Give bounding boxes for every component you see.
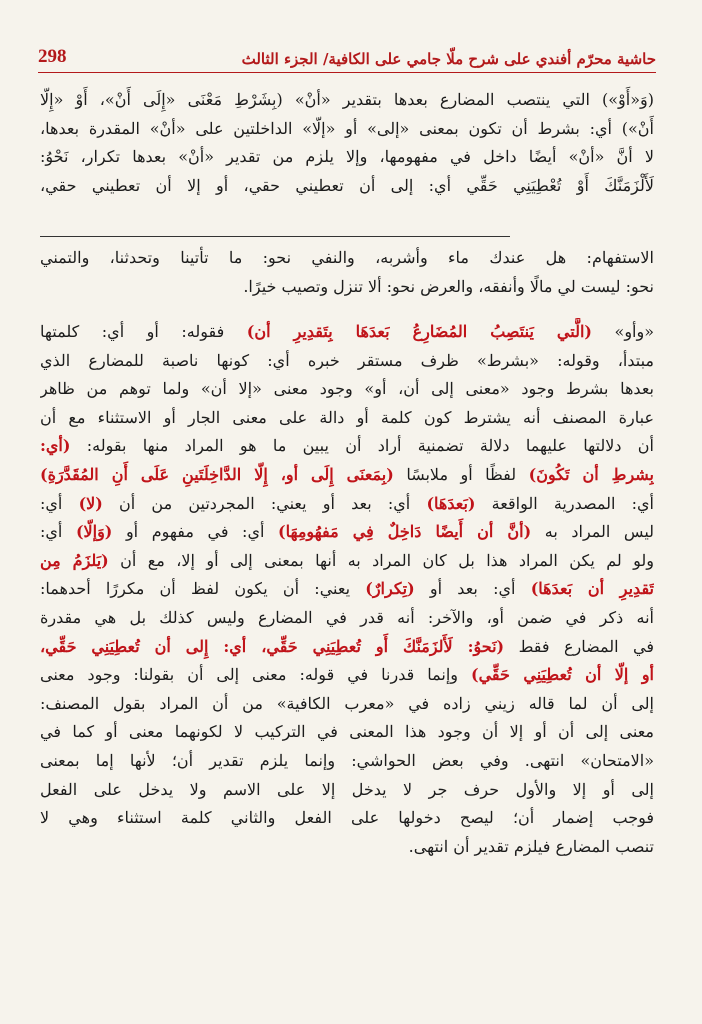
commentary-line xyxy=(40,690,654,719)
commentary-segment: إلى أو إلا والأول حرف جر لا يدخل إلا على الاسم ولا يدخل على الفعل xyxy=(40,779,654,799)
matn-line: لَأَلْزَمَنَّكَ أَوْ تُعْطِيَنِي حَقِّي أي: إلى أن تعطيني حقي، أو إلا أن تعطيني حقي، xyxy=(40,175,654,195)
quoted-matn-segment: (وَإلّا) xyxy=(75,522,113,542)
quoted-matn-segment: (أنَّ أن أَيضًا دَاخِلٌ فِي مَفهُومِهَا) xyxy=(278,522,532,542)
commentary-line xyxy=(40,747,654,776)
matn-line: لا أنَّ «أنْ» أيضًا داخل في مفهومها، وإلا يلزم من تقدير «أنْ» بعدها تكرار، نَحْوُ: xyxy=(40,147,654,167)
commentary-line xyxy=(40,518,654,547)
commentary-segment: أي: بعد أو xyxy=(414,579,531,599)
commentary-line xyxy=(40,547,654,576)
quoted-matn-segment: (بِمَعنَى إِلَى أو، إِلّا الدَّاخِلَتَينِ عَلَى أَنِ المُقَدَّرَةِ) xyxy=(40,464,394,484)
commentary-segment: «الامتحان» انتهى. وفي بعض الحواشي: وإنما يلزم تقدير أن؛ لأنها إما بمعنى xyxy=(40,750,654,770)
commentary-line xyxy=(40,347,654,376)
quoted-matn-segment: (تِكرارٌ) xyxy=(365,579,415,599)
quoted-matn-segment: (لا) xyxy=(78,493,103,513)
running-title: حاشية محرّم أفندي على شرح ملّا جامي على الكافية/ الجزء الثالث xyxy=(241,50,656,68)
commentary-segment: معنى إلى أن أو إلا أن وجود هذا المعنى في التركيب لا لكونهما معنى أو كما في xyxy=(40,722,654,742)
quoted-matn-segment: أو إلّا أن تُعطِيَنِي حَقِّي) xyxy=(471,665,654,685)
matn-line: أَنْ») أي: بشرط أن تكون بمعنى «إلى» أو «إلّا» الداخلتين على «أنْ» المقدرة بعدها، xyxy=(40,118,654,138)
commentary-segment: «وأو» xyxy=(591,322,654,341)
quoted-matn-segment: تَقدِيرِ أن بَعدَهَا) xyxy=(530,579,654,599)
commentary-segment: في المضارع فقط xyxy=(504,636,654,656)
footnote-line: نحو: ليست لي مالًا وأنفقه، والعرض نحو: ألا تنزل وتصيب خيرًا. xyxy=(243,276,654,296)
footnote-text xyxy=(40,244,654,301)
commentary-line xyxy=(40,776,654,805)
commentary-segment: وإنما قدرنا في قوله: معنى إلى أن بقولنا: وجود معنى xyxy=(40,665,471,685)
commentary-segment: مبتدأ، وقوله: «بشرط» ظرف مستقر خبره أي: كونها ناصبة للمضارع الذي xyxy=(40,350,654,370)
commentary-segment: بعدها بشرط وجود «معنى إلى أن، أو» وجود معنى «إلا أن» ولما توهم من ظاهر xyxy=(40,379,654,399)
quoted-matn-segment: (أي: xyxy=(40,436,71,456)
commentary-line xyxy=(40,318,654,347)
commentary-line xyxy=(40,804,654,833)
commentary-line xyxy=(40,718,654,747)
commentary-segment: فوجب إضمار أن؛ ليصح دخولها على الفعل والثاني كلمة استثناء وهي لا xyxy=(40,808,654,828)
commentary-segment: أي: xyxy=(40,493,79,513)
commentary-segment: فقوله: أو أي: كلمتها xyxy=(40,322,247,341)
page-number: 298 xyxy=(38,46,67,67)
commentary-line xyxy=(40,375,654,404)
quoted-matn-segment: (الَّتي يَنتَصِبُ المُضَارِعُ بَعدَهَا بِتَقدِيرِ أن) xyxy=(246,322,592,341)
commentary-segment: ولو لم يكن المراد هذا بل كان المراد به أنها بمعنى إلى أو إلا، مع أن xyxy=(108,550,654,570)
commentary-line xyxy=(40,432,654,461)
commentary-line xyxy=(40,404,654,433)
commentary-segment: إلى أن لما قاله زيني زاده في «معرب الكافية» من أن المراد بقول المصنف: xyxy=(40,693,654,713)
commentary-text xyxy=(40,318,654,861)
matn-text xyxy=(40,86,654,200)
commentary-line xyxy=(40,604,654,633)
commentary-segment: أنه ذكر في ضمن أو، والآخر: أنه قدر في المضارع وليس كذلك بل هي مقدرة xyxy=(40,607,654,627)
commentary-segment: ليس المراد به xyxy=(531,522,654,542)
commentary-segment: عبارة المصنف أنه يشترط كون كلمة أو دالة على معنى الجار أو الاستثناء مع أن xyxy=(40,407,654,427)
commentary-line xyxy=(40,661,654,690)
footnote-line: الاستفهام: هل عندك ماء وأشربه، والنفي نحو: ما تأتينا وتحدثنا، والتمني xyxy=(40,248,654,267)
commentary-segment: أي: بعد أو يعني: المجردتين من أن xyxy=(102,493,427,513)
commentary-segment: أن دلالتها عليهما دلالة تضمنية أراد أن يبين ما هو المراد منها بقوله: xyxy=(70,436,654,456)
commentary-segment: أي: xyxy=(40,522,76,542)
commentary-line xyxy=(40,833,654,862)
commentary-segment: تنصب المضارع فيلزم تقدير أن انتهى. xyxy=(408,836,654,856)
quoted-matn-segment: (بَعدَهَا) xyxy=(426,493,476,513)
quoted-matn-segment: بِشرطِ أن تَكُونَ) xyxy=(528,464,654,484)
commentary-segment: أي: في مفهوم أو xyxy=(112,522,278,542)
commentary-line xyxy=(40,490,654,519)
page-header xyxy=(38,40,656,73)
commentary-segment: لفظًا أو ملابسًا xyxy=(393,464,529,484)
commentary-line xyxy=(40,575,654,604)
quoted-matn-segment: (يَلزَمُ مِن xyxy=(40,550,109,570)
commentary-segment: أي: المصدرية الواقعة xyxy=(475,493,654,513)
commentary-line xyxy=(40,461,654,490)
quoted-matn-segment: (نَحوُ: لَأَلزَمَنَّكَ أَو تُعطِيَنِي حَقِّي، أي: إِلى أن تُعطِيَنِي حَقِّي، xyxy=(40,636,505,656)
footnote-separator xyxy=(40,236,510,237)
commentary-segment: يعني: أن يكون لفظ أن مكررًا أحدهما: xyxy=(40,579,366,599)
matn-line: (وَ«أَوْ») التي ينتصب المضارع بعدها بتقدير «أنْ» (بِشَرْطِ مَعْنَى «إِلَى أَنْ»، أَوْ «إِلّا xyxy=(40,90,654,109)
commentary-line xyxy=(40,633,654,662)
